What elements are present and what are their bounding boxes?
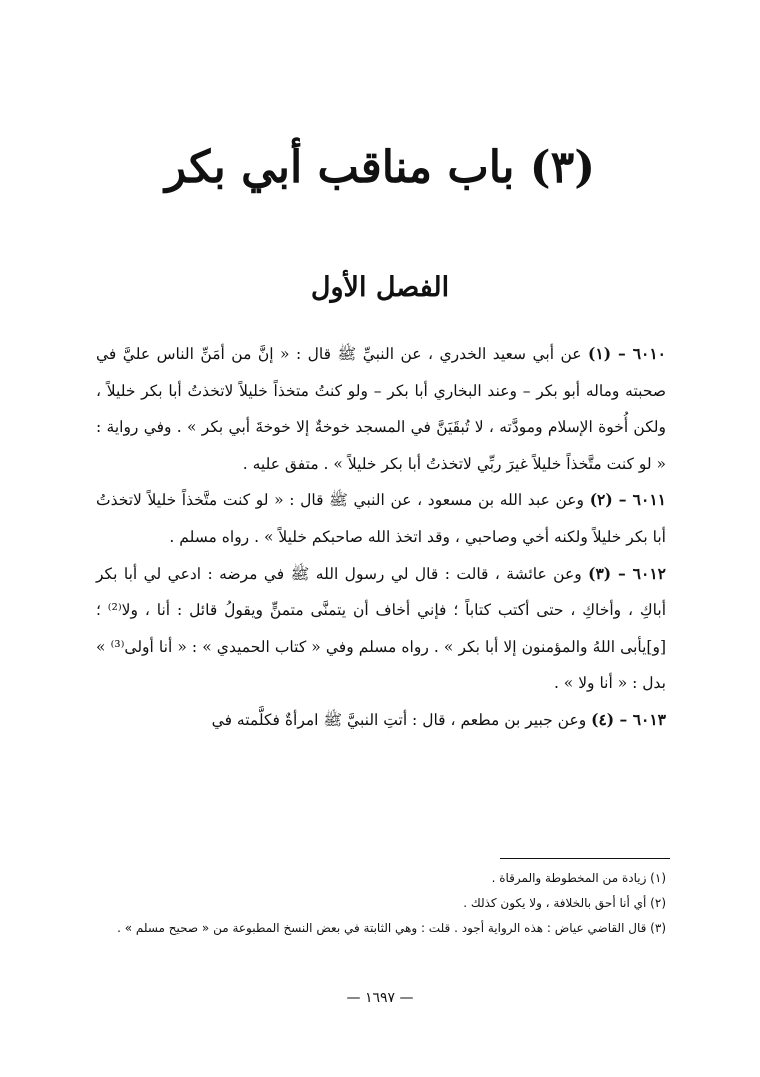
hadith-number: ٦٠١٣ – (٤) xyxy=(591,709,666,729)
hadith-paragraph xyxy=(96,702,666,739)
hadith-paragraph xyxy=(96,556,666,702)
hadith-text: وعن جبير بن مطعم ، قال : أتتِ النبيَّ ﷺ امرأةٌ فكلَّمته في xyxy=(211,710,587,729)
footnote: (٢) أي أنا أحق بالخلافة ، ولا يكون كذلك . xyxy=(463,896,666,910)
footnote: (١) زيادة من المخطوطة والمرقاة . xyxy=(491,871,666,885)
footnotes xyxy=(96,866,666,941)
hadith-text: عن أبي سعيد الخدري ، عن النبيِّ ﷺ قال : « إنَّ من أمَنِّ الناس عليَّ في صحبته وماله أبو بكر – وعند البخاري أبا بكر – ولو كنتُ متخذاً خليلاً لاتخذتُ أبا بكر خليلاً ، ولكن أُخوة الإسلام ومودَّته ، لا تُبقَيَنَّ في المسجد خوخةٌ إلا خوخةَ أبي بكر » . وفي رواية : « لو كنت متَّخذاً خليلاً غيرَ ربِّي لاتخذتُ أبا بكر خليلاً » . متفق عليه . xyxy=(96,345,666,473)
chapter-title: (٣) باب مناقب أبي بكر xyxy=(164,142,596,193)
hadith-body xyxy=(96,336,666,739)
hadith-text: وعن عبد الله بن مسعود ، عن النبي ﷺ قال : « لو كنت متَّخذاً خليلاً لاتخذتُ أبا بكر خليلاً ولكنه أخي وصاحبي ، وقد اتخذ الله صاحبكم خليلاً » . رواه مسلم . xyxy=(96,491,666,546)
hadith-text: وعن عائشة ، قالت : قال لي رسول الله ﷺ في مرضه : ادعي لي أبا بكر أباكِ ، وأخاكِ ، حتى أكتب كتاباً ؛ فإني أخاف أن يتمنَّى متمنٍّ ويقولُ قائل : أنا ، ولا⁽²⁾ ؛ [و]يأبى اللهُ والمؤمنون إلا أبا بكر » . رواه مسلم وفي « كتاب الحميدي » : « أنا أولى⁽³⁾ » بدل : « أنا ولا » . xyxy=(96,564,667,693)
footnote-divider xyxy=(500,858,670,859)
footnote: (٣) قال القاضي عياض : هذه الرواية أجود . قلت : وهي الثابتة في بعض النسخ المطبوعة من « صحيح مسلم » . xyxy=(117,921,666,935)
hadith-paragraph xyxy=(96,482,666,555)
section-title: الفصل الأول xyxy=(310,272,450,303)
hadith-paragraph xyxy=(96,336,666,482)
page-number: — ١٦٩٧ — xyxy=(346,990,414,1006)
hadith-number: ٦٠١١ – (٢) xyxy=(589,490,666,510)
hadith-number: ٦٠١٢ – (٣) xyxy=(588,563,666,583)
hadith-number: ٦٠١٠ – (١) xyxy=(588,344,666,363)
